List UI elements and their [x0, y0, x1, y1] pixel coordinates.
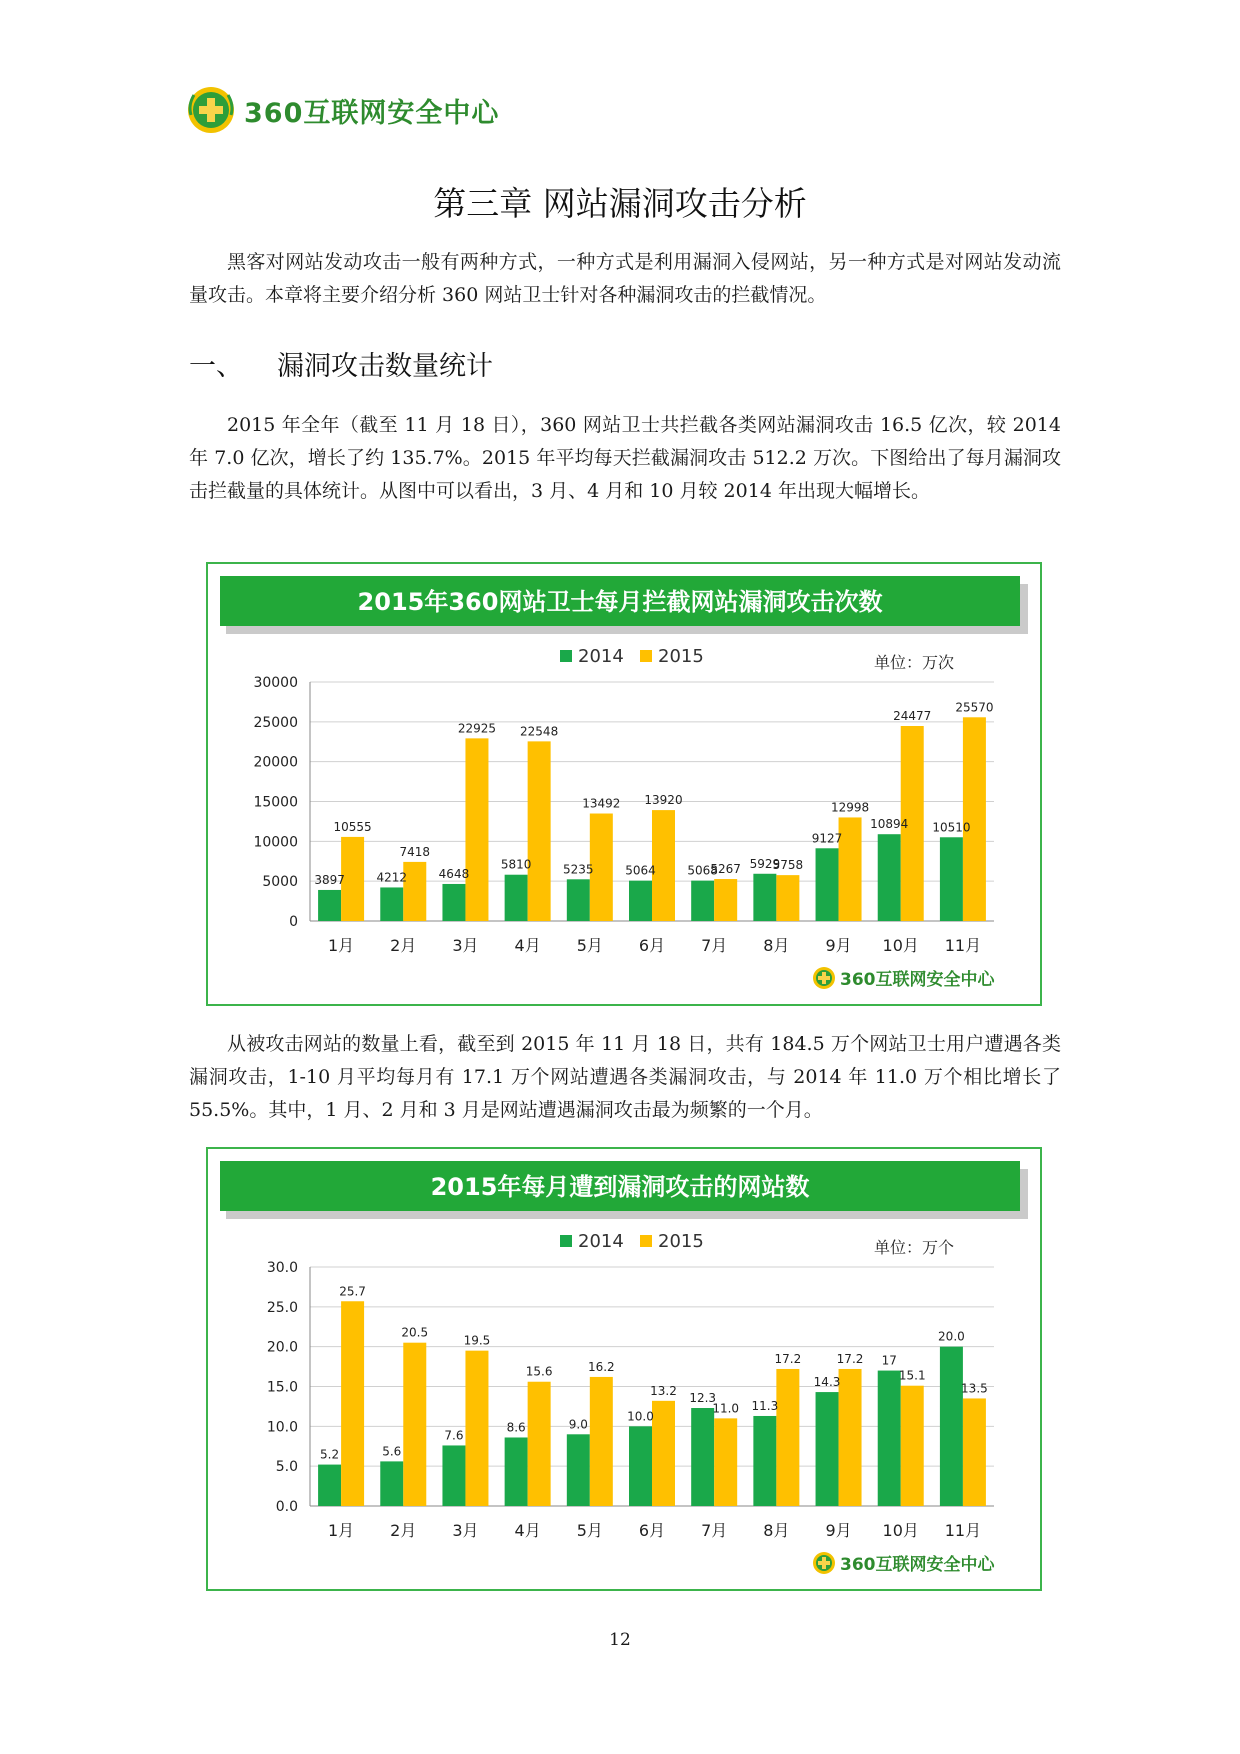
y-tick-label: 0.0 [275, 1499, 298, 1515]
x-tick-label: 6月 [638, 1521, 666, 1540]
y-tick-label: 20.0 [266, 1339, 298, 1356]
data-label-2014: 12.3 [689, 1391, 717, 1406]
data-label-2015: 19.5 [463, 1333, 491, 1348]
legend-swatch-2015 [640, 1235, 652, 1247]
legend-label-2015: 2015 [658, 1231, 704, 1252]
bar-2015 [963, 717, 986, 921]
360-watermark-logo-icon [813, 1552, 835, 1574]
chart-attack-count-svg [208, 564, 1040, 1004]
x-tick-label: 11月 [944, 936, 982, 955]
bar-2014 [505, 875, 528, 921]
bar-2014 [878, 1371, 901, 1506]
x-tick-label: 9月 [825, 936, 852, 955]
data-label-2015: 13920 [644, 793, 683, 808]
data-label-2015: 12998 [830, 800, 870, 815]
data-label-2014: 20.0 [938, 1329, 965, 1344]
bar-2014 [816, 848, 839, 921]
bar-2015 [341, 1301, 364, 1506]
data-label-2014: 4648 [438, 866, 470, 881]
data-label-2014: 3897 [314, 872, 345, 887]
data-label-2014: 5064 [625, 863, 656, 878]
watermark-logo-cross-h [818, 976, 830, 980]
page-number: 12 [609, 1630, 631, 1650]
legend-label-2014: 2014 [578, 1231, 624, 1252]
bar-2015 [901, 1386, 924, 1506]
data-label-2015: 5758 [772, 858, 804, 873]
bar-2015 [776, 875, 799, 921]
data-label-2015: 13.2 [650, 1383, 677, 1398]
y-tick-label: 5000 [262, 874, 298, 891]
data-label-2015: 7418 [399, 844, 431, 859]
x-tick-label: 9月 [825, 1521, 852, 1540]
data-label-2015: 17.2 [836, 1351, 864, 1366]
data-label-2014: 7.6 [444, 1428, 464, 1443]
x-tick-label: 2月 [390, 1521, 417, 1540]
x-tick-label: 5月 [576, 936, 603, 955]
data-label-2015: 25570 [955, 700, 994, 715]
bar-2014 [505, 1437, 528, 1506]
data-label-2014: 14.3 [813, 1375, 841, 1390]
y-tick-label: 0 [289, 914, 298, 930]
bar-2015 [465, 738, 488, 921]
data-label-2014: 10894 [870, 817, 909, 832]
chart-site-count-svg [208, 1149, 1040, 1589]
y-tick-label: 10.0 [266, 1419, 298, 1436]
x-tick-label: 1月 [327, 936, 355, 955]
x-tick-label: 10月 [882, 936, 919, 955]
bar-2015 [652, 1401, 675, 1506]
data-label-2014: 10510 [932, 820, 971, 835]
legend-swatch-2014 [560, 650, 572, 662]
x-tick-label: 2月 [390, 936, 417, 955]
x-tick-label: 8月 [763, 1521, 790, 1540]
bar-2015 [839, 1369, 862, 1506]
x-tick-label: 3月 [452, 1521, 479, 1540]
y-tick-label: 30.0 [266, 1260, 298, 1276]
brand-name: 360互联网安全中心 [244, 97, 500, 129]
bar-2014 [629, 881, 652, 921]
bar-2014 [629, 1426, 652, 1506]
data-label-2014: 10.0 [627, 1409, 654, 1424]
bar-2014 [567, 1434, 590, 1506]
x-tick-label: 5月 [576, 1521, 603, 1540]
y-tick-label: 10000 [253, 834, 298, 851]
bar-2015 [714, 879, 737, 921]
data-label-2014: 4212 [376, 870, 408, 885]
data-label-2014: 5929 [749, 856, 781, 871]
data-label-2014: 5.6 [382, 1444, 402, 1459]
y-tick-label: 25000 [253, 714, 298, 731]
page-header [186, 84, 499, 136]
data-label-2014: 9127 [811, 831, 843, 846]
bar-2014 [940, 837, 963, 921]
bar-2014 [940, 1347, 963, 1506]
360-logo-icon [186, 85, 236, 135]
chart-attack-count [206, 562, 1042, 1006]
data-label-2014: 5810 [500, 857, 532, 872]
data-label-2015: 22925 [457, 721, 497, 736]
section-number: 一、 [189, 351, 243, 382]
data-label-2014: 11.3 [751, 1398, 779, 1413]
x-tick-label: 11月 [944, 1521, 982, 1540]
data-label-2014: 5.2 [320, 1447, 340, 1462]
x-tick-label: 4月 [514, 1521, 541, 1540]
legend-label-2015: 2015 [658, 646, 704, 667]
body-paragraph-2: 从被攻击网站的数量上看，截至到 2015 年 11 月 18 日，共有 184.5 万个网站卫士用户遭遇各类漏洞攻击，1-10 月平均每月有 17.1 万个网站遭遇各类漏洞攻击，与 2014 年 11.0 万个相比增长了 55.5%。其中，1 月、2 月和 3 月是网站遭遇漏洞攻击最为频繁的一个月。 [189, 1033, 1061, 1121]
intro-paragraph: 黑客对网站发动攻击一般有两种方式，一种方式是利用漏洞入侵网站，另一种方式是对网站发动流量攻击。本章将主要介绍分析 360 网站卫士针对各种漏洞攻击的拦截情况。 [189, 251, 1061, 306]
bar-2015 [403, 1343, 426, 1506]
bar-2014 [318, 890, 341, 921]
x-tick-label: 7月 [701, 1521, 728, 1540]
x-tick-label: 1月 [327, 1521, 355, 1540]
bar-2015 [528, 741, 551, 921]
data-label-2015: 25.7 [339, 1284, 366, 1299]
bar-2014 [753, 1416, 776, 1506]
chart-title: 2015年360网站卫士每月拦截网站漏洞攻击次数 [357, 588, 883, 616]
body-paragraph-1: 2015 年全年（截至 11 月 18 日），360 网站卫士共拦截各类网站漏洞攻击 16.5 亿次，较 2014 年 7.0 亿次，增长了约 135.7%。2015 年平均每天拦截漏洞攻击 512.2 万次。下图给出了每月漏洞攻击拦截量的具体统计。从图中可以看出，3 月、4 月和 10 月较 2014 年出现大幅增长。 [189, 414, 1061, 502]
y-tick-label: 15.0 [266, 1379, 298, 1396]
section-heading [189, 344, 493, 383]
chart-title: 2015年每月遭到漏洞攻击的网站数 [430, 1173, 810, 1201]
y-tick-label: 15000 [253, 794, 298, 811]
legend-label-2014: 2014 [578, 646, 624, 667]
bar-2015 [714, 1418, 737, 1506]
watermark-text: 360互联网安全中心 [840, 970, 995, 990]
y-tick-label: 25.0 [266, 1299, 298, 1316]
legend-swatch-2014 [560, 1235, 572, 1247]
unit-label: 单位：万次 [874, 653, 955, 672]
chart-site-count [206, 1147, 1042, 1591]
data-label-2014: 9.0 [568, 1417, 588, 1432]
y-tick-label: 30000 [253, 675, 298, 691]
data-label-2015: 13.5 [961, 1381, 988, 1396]
unit-label: 单位：万个 [874, 1238, 955, 1257]
x-tick-label: 6月 [638, 936, 666, 955]
data-label-2015: 20.5 [401, 1325, 429, 1340]
x-tick-label: 3月 [452, 936, 479, 955]
data-label-2014: 17 [881, 1353, 897, 1368]
data-label-2015: 11.0 [712, 1401, 740, 1416]
bar-2015 [465, 1351, 488, 1506]
legend-swatch-2015 [640, 650, 652, 662]
data-label-2015: 22548 [520, 724, 559, 739]
watermark-logo-cross-h [818, 1561, 830, 1565]
chapter-title: 第三章 网站漏洞攻击分析 [433, 184, 807, 223]
bar-2015 [590, 1377, 613, 1506]
x-tick-label: 8月 [763, 936, 790, 955]
bar-2014 [567, 879, 590, 921]
bar-2015 [776, 1369, 799, 1506]
watermark-text: 360互联网安全中心 [840, 1555, 995, 1575]
data-label-2014: 5068 [687, 863, 718, 878]
bar-2014 [753, 874, 776, 921]
data-label-2014: 5235 [563, 862, 594, 877]
bar-2014 [380, 887, 403, 921]
bar-2014 [878, 834, 901, 921]
data-label-2015: 16.2 [587, 1359, 615, 1374]
data-label-2015: 24477 [893, 708, 932, 723]
data-label-2014: 8.6 [506, 1420, 526, 1435]
data-label-2015: 17.2 [774, 1351, 802, 1366]
data-label-2015: 15.6 [525, 1364, 553, 1379]
bar-2014 [442, 884, 465, 921]
section-title: 漏洞攻击数量统计 [277, 351, 493, 382]
bar-2015 [963, 1398, 986, 1506]
x-tick-label: 7月 [701, 936, 728, 955]
bar-2014 [442, 1445, 465, 1506]
data-label-2015: 5267 [710, 862, 741, 877]
x-tick-label: 10月 [882, 1521, 919, 1540]
y-tick-label: 20000 [253, 754, 298, 771]
data-label-2015: 13492 [582, 796, 621, 811]
bar-2014 [816, 1392, 839, 1506]
bar-2015 [528, 1382, 551, 1506]
bar-2014 [691, 1408, 714, 1506]
bar-2014 [318, 1465, 341, 1506]
x-tick-label: 4月 [514, 936, 541, 955]
bar-2014 [691, 881, 714, 921]
bar-2014 [380, 1461, 403, 1506]
data-label-2015: 10555 [333, 819, 372, 834]
data-label-2015: 15.1 [898, 1368, 926, 1383]
360-watermark-logo-icon [813, 967, 835, 989]
y-tick-label: 5.0 [275, 1459, 298, 1476]
